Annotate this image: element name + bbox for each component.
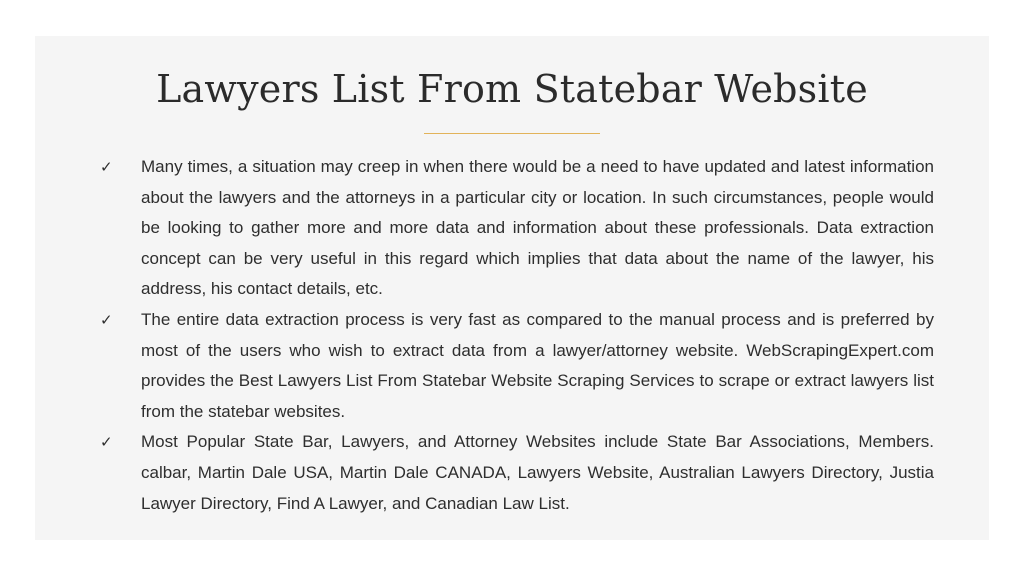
bullet-list: [100, 152, 934, 519]
bullet-text: Many times, a situation may creep in when there would be a need to have updated and latest information about the lawyers and the attorneys in a particular city or location. In such circumstances, people would be looking to gather more and more data and information about these professionals. Data extraction concept can be very useful in this regard which implies that data about the name of the lawyer, his address, his contact details, etc.: [141, 157, 934, 299]
bullet-text: The entire data extraction process is very fast as compared to the manual process and is preferred by most of the users who wish to extract data from a lawyer/attorney website. WebScrapingExpert.com provides the Best Lawyers List From Statebar Website Scraping Services to scrape or extract lawyers list from the statebar websites.: [141, 309, 934, 421]
slide-title: Lawyers List From Statebar Website: [156, 67, 868, 111]
title-underline: [424, 133, 600, 134]
check-icon: ✓: [100, 310, 113, 329]
check-icon: ✓: [100, 158, 113, 176]
check-icon: ✓: [100, 433, 113, 452]
bullet-item: [100, 152, 934, 305]
bullet-item: [100, 305, 934, 427]
bullet-item: [100, 427, 934, 519]
bullet-text: Most Popular State Bar, Lawyers, and Attorney Websites include State Bar Associations, Members. calbar, Martin Dale USA, Martin Dale CANADA, Lawyers Website, Australian Lawyers Directory, Justia Lawyer Directory, Find A Lawyer, and Canadian Law List.: [141, 432, 934, 513]
